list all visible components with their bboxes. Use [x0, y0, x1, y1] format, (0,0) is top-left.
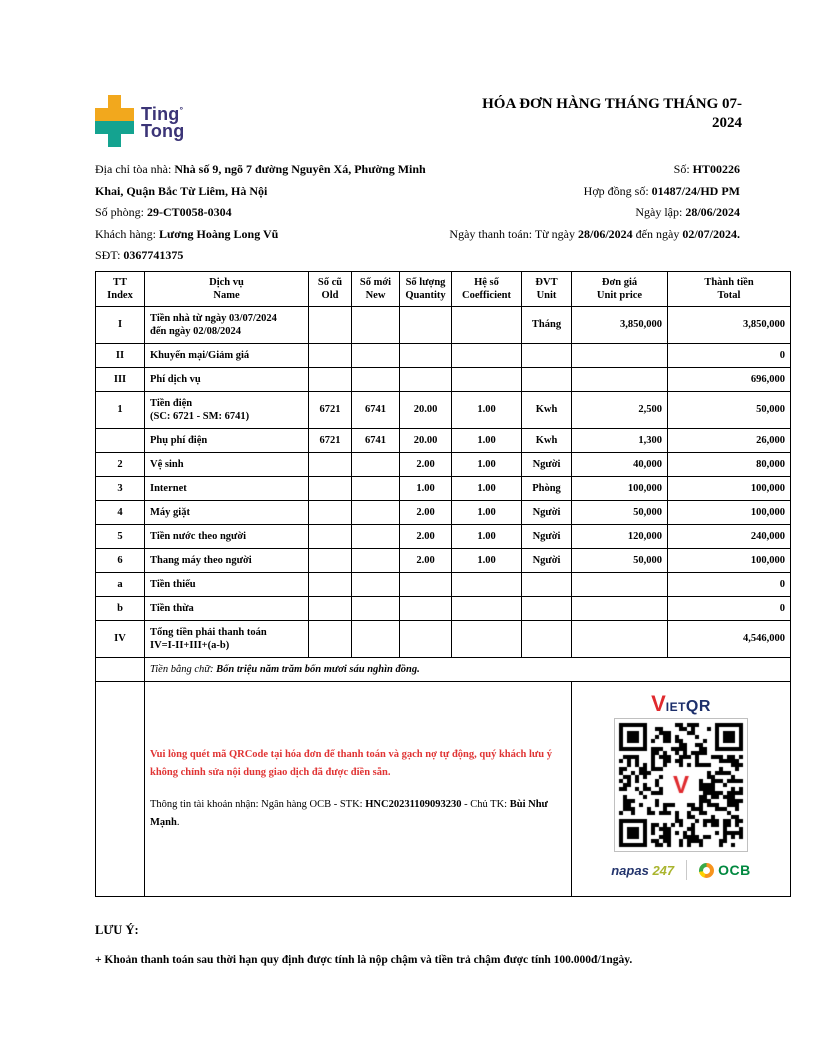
- table-row: [96, 572, 791, 596]
- cell-new: [352, 343, 400, 367]
- payment-network-logos: [577, 860, 785, 880]
- amount-in-words: Tiền bằng chữ: Bốn triệu năm trăm bốn mươi sáu nghìn đồng.: [145, 657, 791, 681]
- cell-name: Khuyến mại/Giảm giá: [145, 343, 309, 367]
- info-row-5: [95, 245, 790, 267]
- cell-name: Phí dịch vụ: [145, 367, 309, 391]
- table-row: [96, 524, 791, 548]
- cell-index: [96, 428, 145, 452]
- cell-index: II: [96, 343, 145, 367]
- cell-old: [309, 620, 352, 657]
- cell-quantity: 2.00: [400, 500, 452, 524]
- payment-period: Ngày thanh toán: Từ ngày 28/06/2024 đến ngày 02/07/2024.: [449, 226, 740, 241]
- table-row: [96, 391, 791, 428]
- cell-name: Phụ phí điện: [145, 428, 309, 452]
- cell-old: [309, 548, 352, 572]
- cell-total: 50,000: [668, 391, 791, 428]
- cell-coefficient: 1.00: [452, 524, 522, 548]
- customer-name: Khách hàng: Lương Hoàng Long Vũ: [95, 226, 279, 241]
- cell-index: 1: [96, 391, 145, 428]
- qr-warning-note: Vui lòng quét mã QRCode tại hóa đơn để thanh toán và gạch nợ tự động, quý khách lưu ý không chỉnh sửa nội dung giao dịch đã được điền sẵn.: [150, 749, 552, 778]
- table-body: [96, 306, 791, 657]
- cell-unit-price: 1,300: [572, 428, 668, 452]
- cell-new: [352, 524, 400, 548]
- cell-name: Tổng tiền phải thanh toán IV=I-II+III+(a-b): [145, 620, 309, 657]
- cell-quantity: [400, 572, 452, 596]
- vietqr-logo: VIETQR: [651, 691, 711, 716]
- header-unit-price: Đơn giá Unit price: [572, 271, 668, 306]
- cell-unit-price: 50,000: [572, 548, 668, 572]
- cell-empty: [96, 681, 145, 896]
- cell-index: 4: [96, 500, 145, 524]
- cell-coefficient: [452, 572, 522, 596]
- issue-date: Ngày lập: 28/06/2024: [635, 205, 740, 219]
- cell-unit-price: 40,000: [572, 452, 668, 476]
- cell-quantity: [400, 367, 452, 391]
- room-number: Số phòng: 29-CT0058-0304: [95, 205, 232, 219]
- cell-quantity: [400, 343, 452, 367]
- header-unit: ĐVT Unit: [522, 271, 572, 306]
- cell-new: [352, 306, 400, 343]
- cell-unit-price: 120,000: [572, 524, 668, 548]
- contract-number: Hợp đồng số: 01487/24/HD PM: [583, 183, 740, 198]
- amount-in-words-row: [96, 657, 791, 681]
- cell-name: Tiền thừa: [145, 596, 309, 620]
- cell-new: [352, 452, 400, 476]
- cell-unit-price: [572, 596, 668, 620]
- bank-account-info: Thông tin tài khoản nhận: Ngân hàng OCB - STK: HNC20231109093230 - Chủ TK: Bùi Như Mạnh.: [150, 799, 548, 828]
- cell-name: Tiền nhà từ ngày 03/07/2024 đến ngày 02/08/2024: [145, 306, 309, 343]
- table-row: [96, 500, 791, 524]
- cell-quantity: 20.00: [400, 428, 452, 452]
- cell-old: 6721: [309, 391, 352, 428]
- invoice-number: Số: HT00226: [673, 162, 740, 176]
- cell-total: 100,000: [668, 500, 791, 524]
- qr-code: [614, 718, 748, 852]
- cell-unit: Tháng: [522, 306, 572, 343]
- cell-new: [352, 476, 400, 500]
- customer-phone: SĐT: 0367741375: [95, 248, 184, 262]
- cell-new: [352, 500, 400, 524]
- cell-total: 4,546,000: [668, 620, 791, 657]
- cell-new: [352, 367, 400, 391]
- header-name: Dịch vụ Name: [145, 271, 309, 306]
- cell-total: 3,850,000: [668, 306, 791, 343]
- table-row: [96, 428, 791, 452]
- cell-unit: Kwh: [522, 391, 572, 428]
- cell-coefficient: 1.00: [452, 391, 522, 428]
- table-row: [96, 548, 791, 572]
- header-total: Thành tiền Total: [668, 271, 791, 306]
- cell-old: [309, 452, 352, 476]
- header: [95, 95, 790, 147]
- qr-code-cell: [572, 681, 791, 896]
- cell-quantity: 2.00: [400, 524, 452, 548]
- header-quantity: Số lượng Quantity: [400, 271, 452, 306]
- header-old: Số cũ Old: [309, 271, 352, 306]
- cell-old: 6721: [309, 428, 352, 452]
- napas-logo: napas 247: [611, 862, 675, 878]
- table-header: [96, 271, 791, 306]
- info-block: [95, 159, 790, 267]
- cell-new: [352, 572, 400, 596]
- table-row: [96, 620, 791, 657]
- table-row: [96, 306, 791, 343]
- cell-unit: [522, 620, 572, 657]
- cell-empty: [96, 657, 145, 681]
- table-row: [96, 343, 791, 367]
- cell-total: 0: [668, 343, 791, 367]
- cell-total: 26,000: [668, 428, 791, 452]
- cell-unit-price: 50,000: [572, 500, 668, 524]
- cell-index: III: [96, 367, 145, 391]
- cell-coefficient: [452, 620, 522, 657]
- cell-unit: Phòng: [522, 476, 572, 500]
- cell-total: 0: [668, 596, 791, 620]
- table-row: [96, 476, 791, 500]
- table-row: [96, 367, 791, 391]
- ocb-icon: [699, 863, 714, 878]
- qr-row: [96, 681, 791, 896]
- cell-unit-price: 3,850,000: [572, 306, 668, 343]
- cell-quantity: 20.00: [400, 391, 452, 428]
- invoice-table: [95, 271, 791, 897]
- cell-name: Vệ sinh: [145, 452, 309, 476]
- cell-index: 6: [96, 548, 145, 572]
- cell-old: [309, 367, 352, 391]
- cell-name: Thang máy theo người: [145, 548, 309, 572]
- building-address-line2: Khai, Quận Bắc Từ Liêm, Hà Nội: [95, 183, 268, 198]
- cell-index: I: [96, 306, 145, 343]
- cell-old: [309, 306, 352, 343]
- cell-unit: [522, 596, 572, 620]
- cell-total: 100,000: [668, 476, 791, 500]
- table-tail: [96, 657, 791, 896]
- cell-old: [309, 572, 352, 596]
- cell-unit-price: 2,500: [572, 391, 668, 428]
- cell-total: 696,000: [668, 367, 791, 391]
- table-row: [96, 596, 791, 620]
- cell-unit: Người: [522, 452, 572, 476]
- cell-old: [309, 596, 352, 620]
- cell-unit-price: [572, 620, 668, 657]
- header-coefficient: Hệ số Coefficient: [452, 271, 522, 306]
- cell-index: 2: [96, 452, 145, 476]
- cell-coefficient: [452, 596, 522, 620]
- cell-coefficient: [452, 306, 522, 343]
- late-payment-note: + Khoản thanh toán sau thời hạn quy định được tính là nộp chậm và tiền trả chậm được tính 100.000đ/1ngày.: [95, 953, 633, 966]
- cell-name: Tiền điện (SC: 6721 - SM: 6741): [145, 391, 309, 428]
- cell-unit: [522, 367, 572, 391]
- cell-coefficient: 1.00: [452, 500, 522, 524]
- footer-notes: [95, 923, 790, 966]
- cell-coefficient: [452, 343, 522, 367]
- cell-quantity: [400, 306, 452, 343]
- header-new: Số mới New: [352, 271, 400, 306]
- tingtong-logo-icon: [95, 95, 134, 147]
- invoice-content: [95, 95, 790, 966]
- info-row-3: [95, 202, 790, 224]
- cell-new: [352, 620, 400, 657]
- tingtong-logo-text: Ting° Tong: [141, 104, 185, 141]
- cell-total: 100,000: [668, 548, 791, 572]
- cell-total: 240,000: [668, 524, 791, 548]
- header-index: TT Index: [96, 271, 145, 306]
- building-address-line1: Địa chỉ tòa nhà: Nhà số 9, ngõ 7 đường Nguyên Xá, Phường Minh: [95, 162, 426, 176]
- cell-quantity: [400, 596, 452, 620]
- cell-unit-price: 100,000: [572, 476, 668, 500]
- cell-index: 3: [96, 476, 145, 500]
- cell-unit: [522, 343, 572, 367]
- cell-name: Tiền thiếu: [145, 572, 309, 596]
- cell-name: Tiền nước theo người: [145, 524, 309, 548]
- cell-coefficient: 1.00: [452, 428, 522, 452]
- cell-unit-price: [572, 572, 668, 596]
- cell-index: 5: [96, 524, 145, 548]
- cell-quantity: [400, 620, 452, 657]
- info-row-4: [95, 224, 790, 246]
- qr-instructions-cell: [145, 681, 572, 896]
- info-row-1: [95, 159, 790, 181]
- cell-quantity: 1.00: [400, 476, 452, 500]
- cell-old: [309, 500, 352, 524]
- cell-old: [309, 343, 352, 367]
- cell-index: b: [96, 596, 145, 620]
- cell-total: 0: [668, 572, 791, 596]
- footer-heading: LƯU Ý:: [95, 922, 139, 937]
- table-row: [96, 452, 791, 476]
- cell-index: IV: [96, 620, 145, 657]
- cell-coefficient: 1.00: [452, 476, 522, 500]
- cell-unit: Kwh: [522, 428, 572, 452]
- cell-quantity: 2.00: [400, 548, 452, 572]
- cell-name: Internet: [145, 476, 309, 500]
- cell-coefficient: 1.00: [452, 452, 522, 476]
- cell-unit: Người: [522, 500, 572, 524]
- cell-unit: [522, 572, 572, 596]
- cell-quantity: 2.00: [400, 452, 452, 476]
- tingtong-logo: [95, 95, 184, 147]
- cell-unit: Người: [522, 548, 572, 572]
- logo-divider: [686, 860, 687, 880]
- cell-new: 6741: [352, 428, 400, 452]
- ocb-logo: OCB: [699, 863, 751, 878]
- info-row-2: [95, 181, 790, 203]
- cell-coefficient: [452, 367, 522, 391]
- cell-unit-price: [572, 367, 668, 391]
- cell-coefficient: 1.00: [452, 548, 522, 572]
- cell-new: [352, 548, 400, 572]
- cell-new: [352, 596, 400, 620]
- cell-new: 6741: [352, 391, 400, 428]
- cell-old: [309, 524, 352, 548]
- cell-unit: Người: [522, 524, 572, 548]
- cell-old: [309, 476, 352, 500]
- cell-index: a: [96, 572, 145, 596]
- cell-unit-price: [572, 343, 668, 367]
- cell-name: Máy giặt: [145, 500, 309, 524]
- cell-total: 80,000: [668, 452, 791, 476]
- invoice-title: HÓA ĐƠN HÀNG THÁNG THÁNG 07- 2024: [482, 96, 742, 131]
